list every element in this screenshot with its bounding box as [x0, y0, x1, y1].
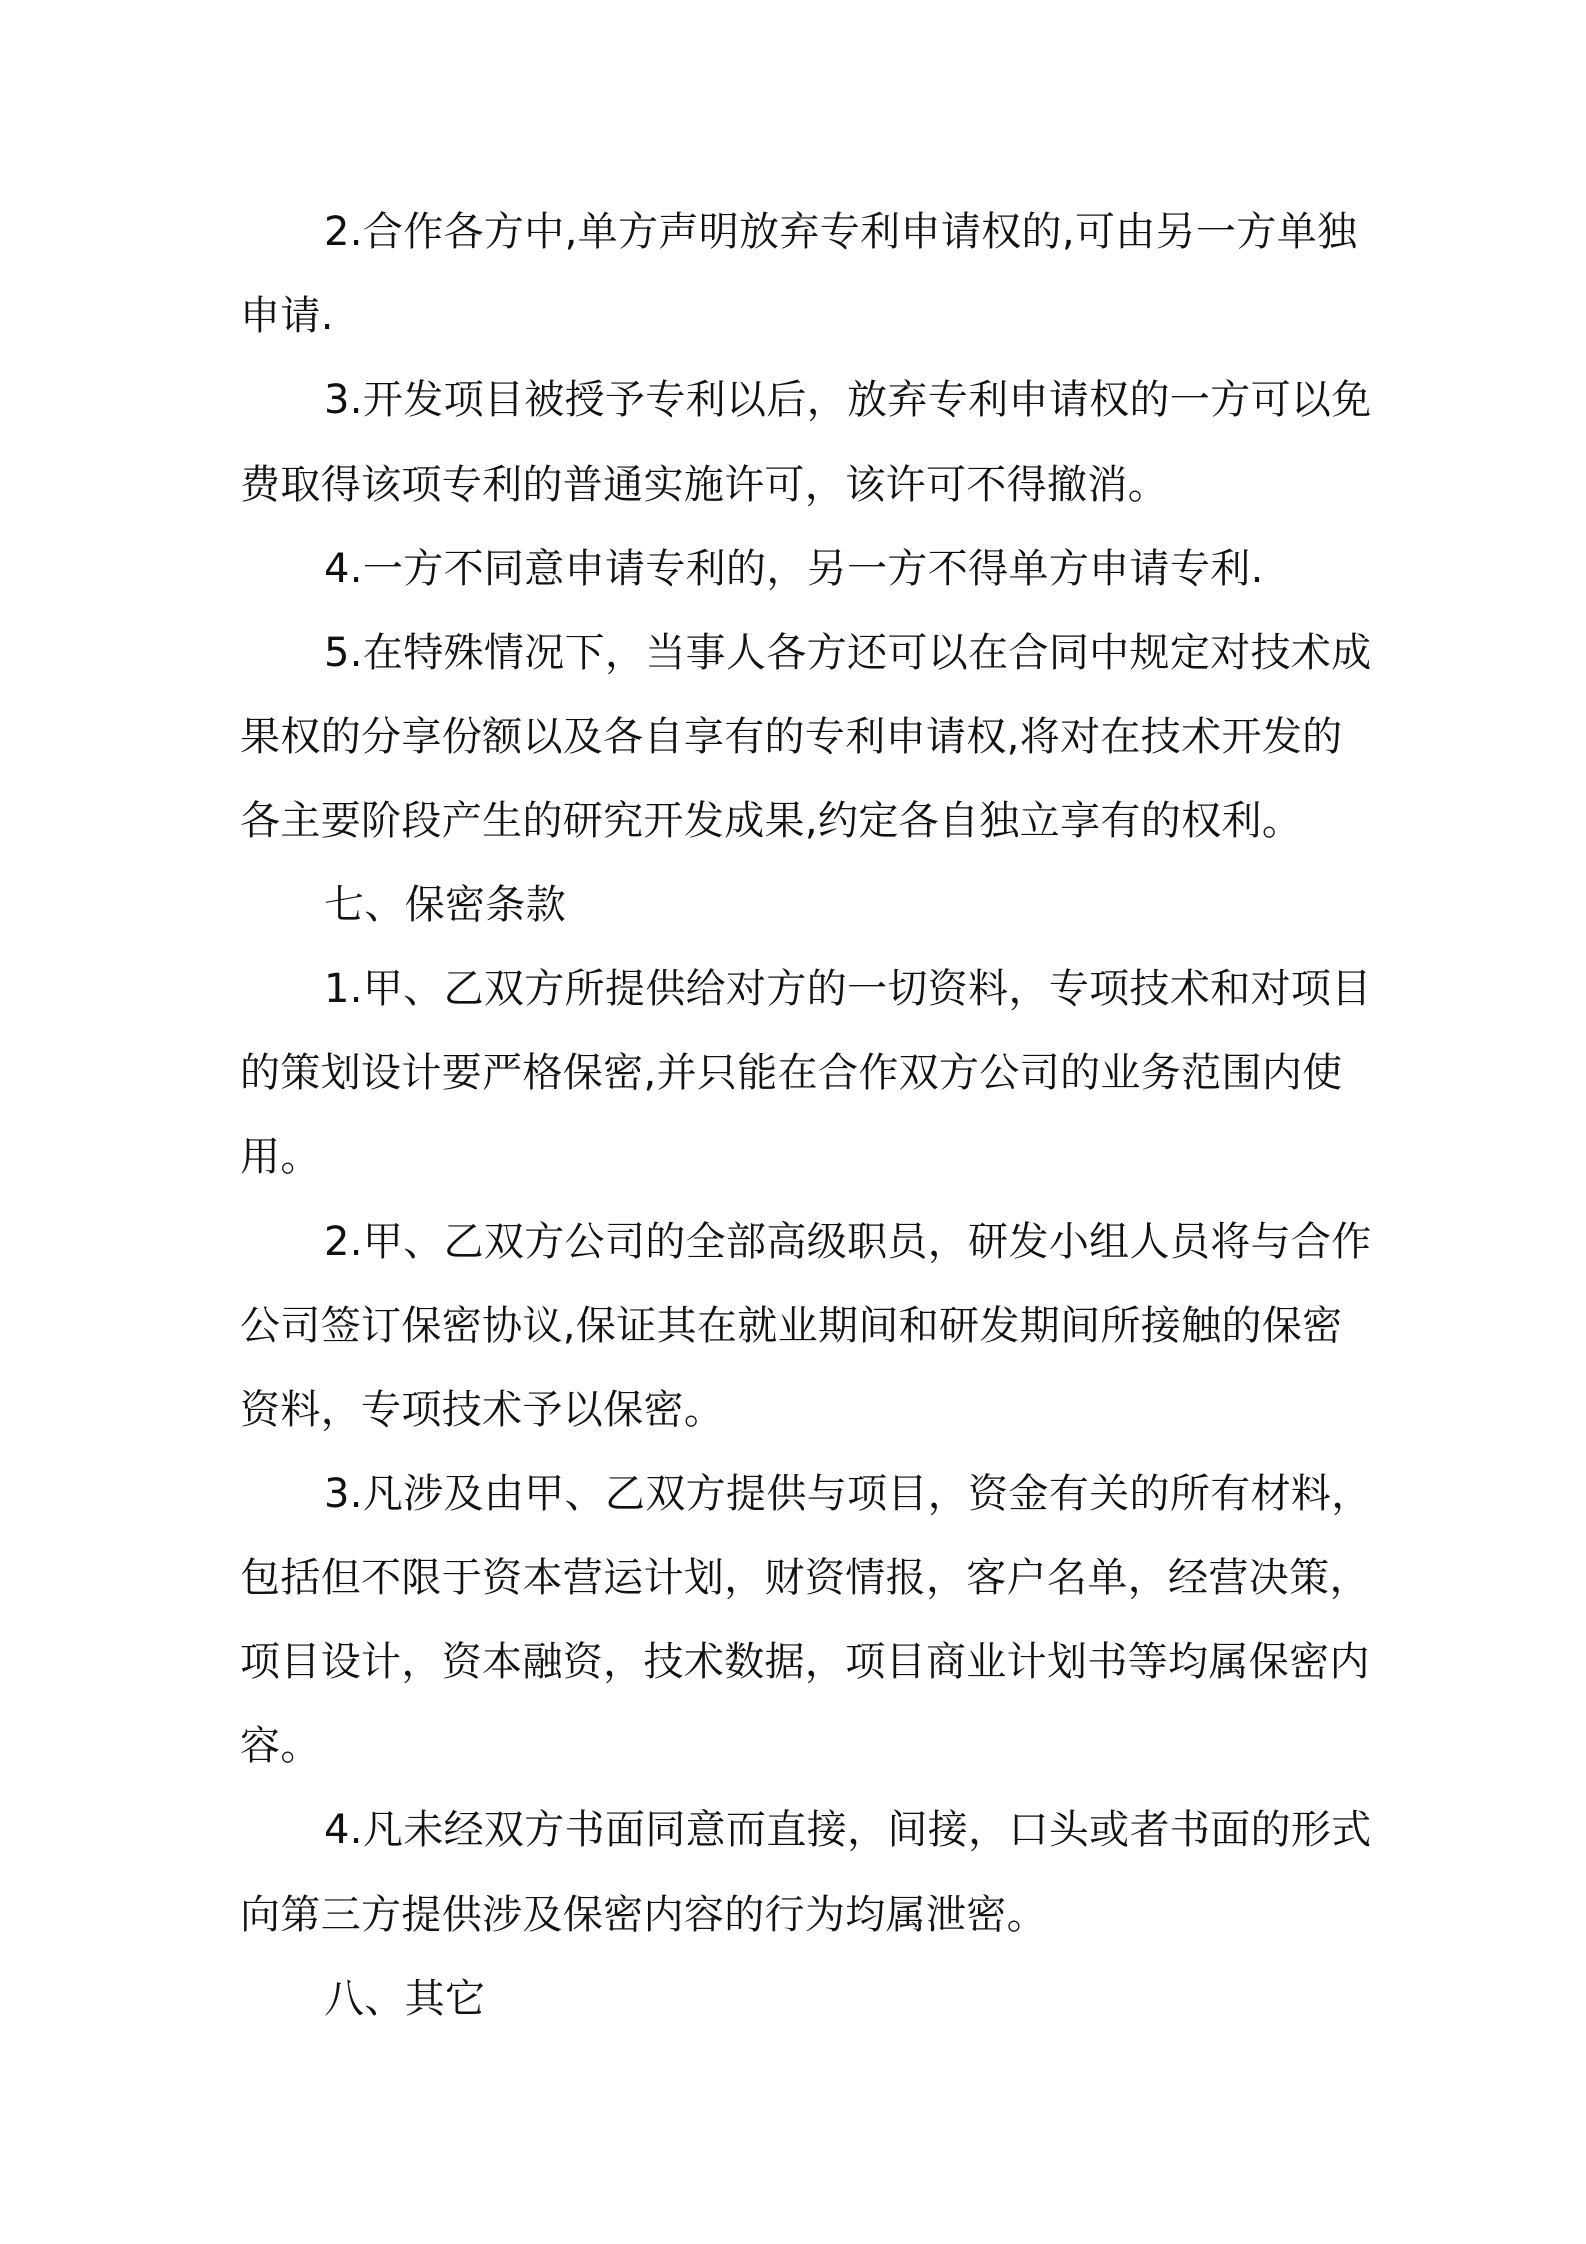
paragraph-patent-granted-line-1: 3.开发项目被授予专利以后，放弃专利申请权的一方可以免: [324, 377, 1372, 423]
paragraph-staff-agreement-line-1: 2.甲、乙双方公司的全部高级职员，研发小组人员将与合作: [324, 1219, 1372, 1265]
paragraph-special-cases-line-1: 5.在特殊情况下，当事人各方还可以在合同中规定对技术成: [324, 630, 1372, 676]
paragraph-confidential-scope-line-2: 包括但不限于资本营运计划，财资情报，客户名单，经营决策，: [240, 1555, 1370, 1601]
section-heading-other: 八、其它: [324, 1976, 486, 2022]
paragraph-special-cases-line-2: 果权的分享份额以及各自享有的专利申请权,将对在技术开发的: [240, 714, 1343, 760]
paragraph-patent-granted-line-2: 费取得该项专利的普通实施许可，该许可不得撤消。: [240, 462, 1169, 508]
paragraph-patent-waiver-line-1: 2.合作各方中,单方声明放弃专利申请权的,可由另一方单独: [324, 209, 1358, 255]
paragraph-confidential-scope-line-4: 容。: [240, 1723, 321, 1769]
paragraph-special-cases-line-3: 各主要阶段产生的研究开发成果,约定各自独立享有的权利。: [240, 798, 1303, 844]
paragraph-patent-disagree-line-1: 4.一方不同意申请专利的，另一方不得单方申请专利.: [324, 546, 1264, 592]
paragraph-disclosure-line-2: 向第三方提供涉及保密内容的行为均属泄密。: [240, 1892, 1047, 1938]
section-heading-confidentiality: 七、保密条款: [324, 882, 567, 928]
paragraph-confidential-materials-line-1: 1.甲、乙双方所提供给对方的一切资料，专项技术和对项目: [324, 966, 1372, 1012]
paragraph-confidential-scope-line-1: 3.凡涉及由甲、乙双方提供与项目，资金有关的所有材料，: [324, 1471, 1372, 1517]
paragraph-staff-agreement-line-2: 公司签订保密协议,保证其在就业期间和研发期间所接触的保密: [240, 1303, 1343, 1349]
paragraph-confidential-materials-line-2: 的策划设计要严格保密,并只能在合作双方公司的业务范围内使: [240, 1050, 1343, 1096]
paragraph-patent-waiver-line-2: 申请.: [240, 293, 334, 339]
paragraph-confidential-materials-line-3: 用。: [240, 1134, 321, 1180]
paragraph-disclosure-line-1: 4.凡未经双方书面同意而直接，间接，口头或者书面的形式: [324, 1807, 1372, 1853]
paragraph-staff-agreement-line-3: 资料，专项技术予以保密。: [240, 1387, 725, 1433]
paragraph-confidential-scope-line-3: 项目设计，资本融资，技术数据，项目商业计划书等均属保密内: [240, 1639, 1370, 1685]
